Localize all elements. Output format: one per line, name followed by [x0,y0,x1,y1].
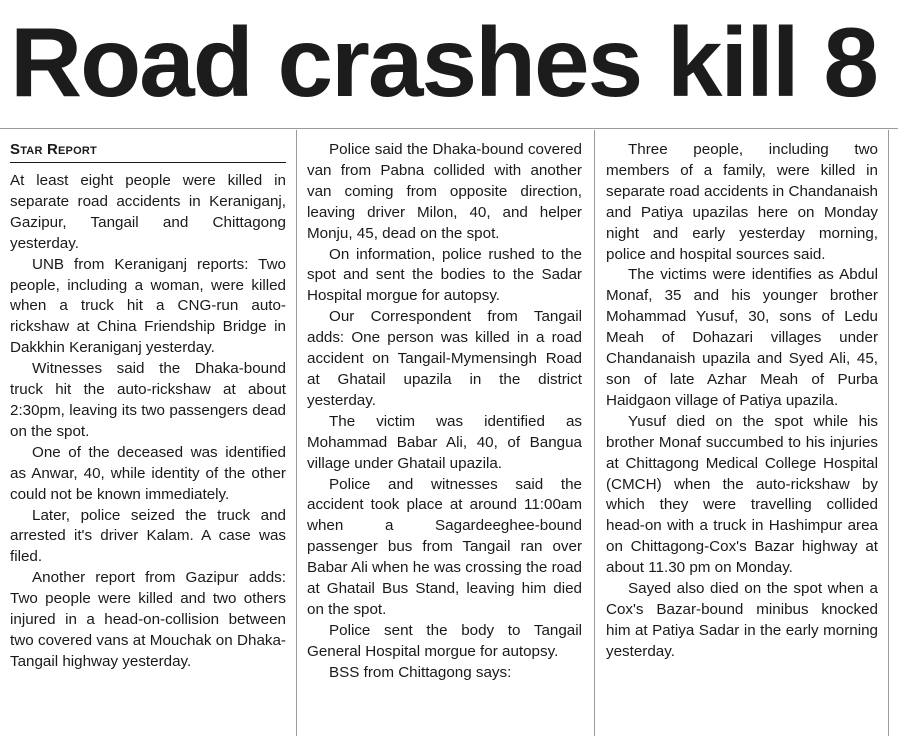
paragraph: Police said the Dhaka-bound covered van from Pabna collided with another van coming from opposite direction, leaving driver Milon, 40, and helper Monju, 45, dead on the spot. [307,141,582,242]
paragraph: Yusuf died on the spot while his brother Monaf succumbed to his injuries at Chittagong Medical College Hospital (CMCH) when the auto-rickshaw by which they were travelling collided head-on with a truck in Hashimpur area on Chittagong-Cox's Bazar highway at about 11.30 pm on Monday. [606,412,878,577]
paragraph: The victims were identifies as Abdul Monaf, 35 and his younger brother Mohammad Yusuf, 30, sons of Ledu Meah of Dohazari villages under Chandanaish upazila and Syed Ali, 45, son of late Azhar Meah of Purba Haidgaon village of Patiya upazila. [606,266,878,409]
paragraph: On information, police rushed to the spot and sent the bodies to the Sadar Hospital morgue for autopsy. [307,245,582,305]
column-divider-3 [888,130,889,736]
article-column-3 [606,140,878,663]
article-column-1 [10,140,286,673]
article-column-2 [307,140,582,684]
paragraph: Sayed also died on the spot when a Cox's Bazar-bound minibus knocked him at Patiya Sadar in the early morning yesterday. [606,580,878,660]
paragraph: Three people, including two members of a family, were killed in separate road accidents in Chandanaish and Patiya upazilas here on Monday night and early yesterday morning, police and hospital sources said. [606,141,878,263]
paragraph: Later, police seized the truck and arrested it's driver Kalam. A case was filed. [10,506,286,566]
byline: Star Report [10,140,286,163]
column-divider-1 [296,130,297,736]
paragraph: Police sent the body to Tangail General Hospital morgue for autopsy. [307,621,582,660]
paragraph: Another report from Gazipur adds: Two people were killed and two others injured in a head-on-collision between two covered vans at Mouchak on Dhaka-Tangail highway yesterday. [10,569,286,670]
paragraph: At least eight people were killed in separate road accidents in Keraniganj, Gazipur, Tangail and Chittagong yesterday. [10,172,286,252]
paragraph: One of the deceased was identified as Anwar, 40, while identity of the other could not be known immediately. [10,443,286,503]
column-divider-2 [594,130,595,736]
paragraph: The victim was identified as Mohammad Babar Ali, 40, of Bangua village under Ghatail upazila. [307,412,582,472]
headline-rule [0,128,898,129]
paragraph: BSS from Chittagong says: [329,663,512,681]
paragraph: Our Correspondent from Tangail adds: One person was killed in a road accident on Tangail-Mymensingh Road at Ghatail upazila in the district yesterday. [307,308,582,409]
headline: Road crashes kill 8 [10,7,877,117]
paragraph: UNB from Keraniganj reports: Two people, including a woman, were killed when a truck hit a CNG-run auto-rickshaw at China Friendship Bridge in Dakkhin Keraniganj yesterday. [10,255,286,357]
paragraph: Witnesses said the Dhaka-bound truck hit the auto-rickshaw at about 2:30pm, leaving its two passengers dead on the spot. [10,360,286,440]
paragraph: Police and witnesses said the accident took place at around 11:00am when a Sagardeeghee-bound passenger bus from Tangail ran over Babar Ali when he was crossing the road at Ghatail Bus Stand, leaving him died on the spot. [307,475,582,618]
